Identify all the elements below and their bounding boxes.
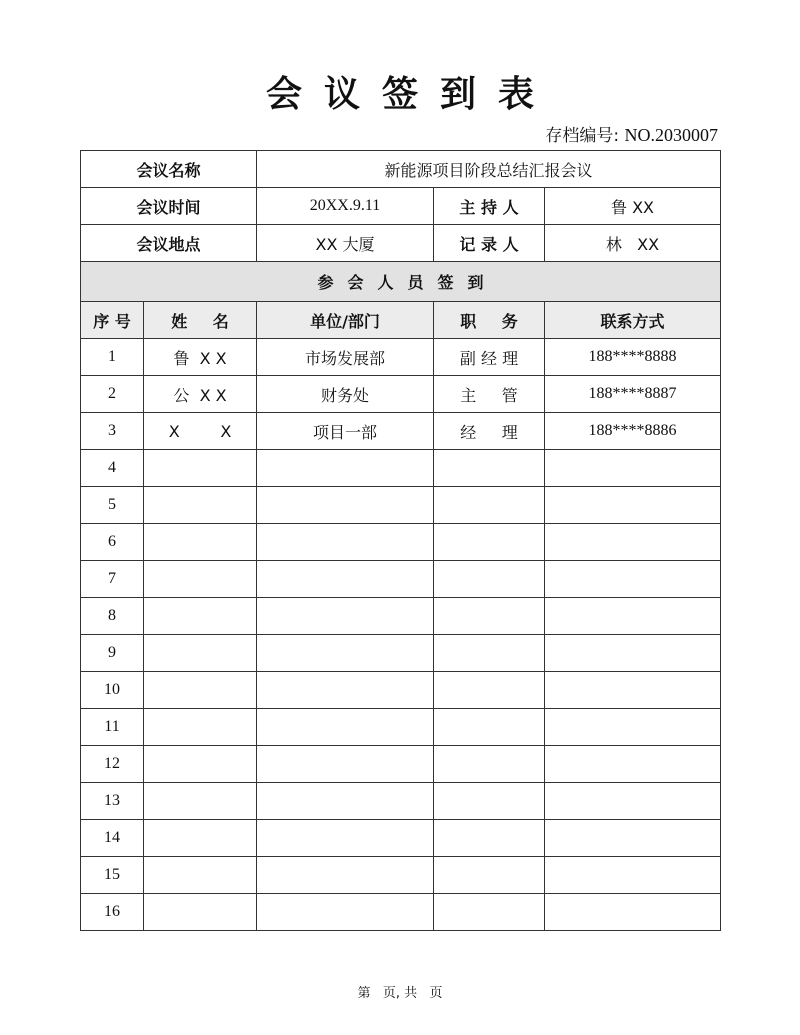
table-row xyxy=(81,709,721,746)
cell-contact[interactable] xyxy=(545,598,721,635)
cell-index: 6 xyxy=(81,524,144,561)
table-row xyxy=(81,746,721,783)
meeting-name-row xyxy=(81,151,721,188)
archive-label: 存档编号: xyxy=(545,126,620,146)
table-row xyxy=(81,450,721,487)
cell-index: 7 xyxy=(81,561,144,598)
meeting-name-label: 会议名称 xyxy=(81,151,257,188)
meeting-place-row xyxy=(81,225,721,262)
column-header-name: 姓 名 xyxy=(144,302,257,339)
cell-position[interactable] xyxy=(434,635,545,672)
cell-index: 1 xyxy=(81,339,144,376)
cell-position[interactable]: 副 经 理 xyxy=(434,339,545,376)
cell-name[interactable] xyxy=(144,783,257,820)
cell-name[interactable] xyxy=(144,746,257,783)
sign-in-table xyxy=(80,150,721,931)
cell-dept[interactable] xyxy=(257,709,434,746)
cell-contact[interactable] xyxy=(545,746,721,783)
page-footer xyxy=(0,985,800,1003)
table-row xyxy=(81,598,721,635)
cell-index: 5 xyxy=(81,487,144,524)
cell-name[interactable] xyxy=(144,894,257,931)
cell-index: 9 xyxy=(81,635,144,672)
host-label: 主 持 人 xyxy=(434,188,545,225)
archive-value: NO.2030007 xyxy=(624,125,718,145)
cell-dept[interactable] xyxy=(257,561,434,598)
meeting-time-row xyxy=(81,188,721,225)
table-row xyxy=(81,857,721,894)
cell-dept[interactable] xyxy=(257,450,434,487)
cell-position[interactable] xyxy=(434,598,545,635)
column-header-index: 序 号 xyxy=(81,302,144,339)
cell-index: 16 xyxy=(81,894,144,931)
cell-dept[interactable] xyxy=(257,524,434,561)
cell-dept[interactable] xyxy=(257,635,434,672)
cell-position[interactable] xyxy=(434,561,545,598)
cell-position[interactable] xyxy=(434,746,545,783)
table-row xyxy=(81,413,721,450)
cell-name[interactable] xyxy=(144,672,257,709)
cell-contact[interactable] xyxy=(545,820,721,857)
cell-name[interactable] xyxy=(144,450,257,487)
cell-index: 4 xyxy=(81,450,144,487)
table-row xyxy=(81,894,721,931)
host-value[interactable]: 鲁 XX xyxy=(545,188,721,225)
cell-contact[interactable] xyxy=(545,672,721,709)
cell-contact[interactable] xyxy=(545,487,721,524)
cell-position[interactable] xyxy=(434,709,545,746)
cell-position[interactable] xyxy=(434,820,545,857)
column-header-contact: 联系方式 xyxy=(545,302,721,339)
cell-index: 3 xyxy=(81,413,144,450)
cell-contact[interactable] xyxy=(545,783,721,820)
cell-contact[interactable] xyxy=(545,450,721,487)
cell-contact[interactable] xyxy=(545,894,721,931)
cell-dept[interactable]: 财务处 xyxy=(257,376,434,413)
cell-dept[interactable]: 项目一部 xyxy=(257,413,434,450)
table-row xyxy=(81,524,721,561)
meeting-place-label: 会议地点 xyxy=(81,225,257,262)
column-header-position: 职 务 xyxy=(434,302,545,339)
page-number-text: 第 页, 共 页 xyxy=(357,986,443,1001)
cell-dept[interactable] xyxy=(257,598,434,635)
cell-position[interactable] xyxy=(434,450,545,487)
archive-number xyxy=(545,122,718,149)
cell-dept[interactable]: 市场发展部 xyxy=(257,339,434,376)
section-title: 参会人员签到 xyxy=(81,262,721,302)
cell-contact[interactable] xyxy=(545,709,721,746)
cell-position[interactable] xyxy=(434,487,545,524)
cell-name[interactable] xyxy=(144,820,257,857)
cell-position[interactable] xyxy=(434,783,545,820)
cell-name[interactable] xyxy=(144,561,257,598)
cell-contact[interactable] xyxy=(545,857,721,894)
cell-dept[interactable] xyxy=(257,857,434,894)
meeting-name-value[interactable]: 新能源项目阶段总结汇报会议 xyxy=(257,151,721,188)
cell-contact[interactable]: 188****8886 xyxy=(545,413,721,450)
table-row xyxy=(81,820,721,857)
meeting-time-label: 会议时间 xyxy=(81,188,257,225)
table-row xyxy=(81,635,721,672)
cell-index: 13 xyxy=(81,783,144,820)
cell-name[interactable] xyxy=(144,598,257,635)
cell-dept[interactable] xyxy=(257,820,434,857)
cell-dept[interactable] xyxy=(257,894,434,931)
cell-name[interactable]: 鲁 X X xyxy=(144,339,257,376)
cell-name[interactable] xyxy=(144,524,257,561)
cell-index: 12 xyxy=(81,746,144,783)
table-row xyxy=(81,339,721,376)
cell-dept[interactable] xyxy=(257,487,434,524)
cell-index: 14 xyxy=(81,820,144,857)
table-row xyxy=(81,561,721,598)
cell-dept[interactable] xyxy=(257,672,434,709)
cell-name[interactable]: X X xyxy=(144,413,257,450)
cell-name[interactable] xyxy=(144,857,257,894)
column-header-dept: 单位/部门 xyxy=(257,302,434,339)
cell-position[interactable] xyxy=(434,524,545,561)
table-row xyxy=(81,783,721,820)
cell-name[interactable] xyxy=(144,487,257,524)
cell-position[interactable] xyxy=(434,672,545,709)
cell-contact[interactable] xyxy=(545,635,721,672)
cell-index: 8 xyxy=(81,598,144,635)
cell-index: 15 xyxy=(81,857,144,894)
section-row xyxy=(81,262,721,302)
cell-dept[interactable] xyxy=(257,746,434,783)
cell-index: 10 xyxy=(81,672,144,709)
page-title: 会议签到表 xyxy=(265,74,556,115)
cell-contact[interactable] xyxy=(545,561,721,598)
cell-position[interactable] xyxy=(434,857,545,894)
table-row xyxy=(81,672,721,709)
recorder-value[interactable]: 林 XX xyxy=(545,225,721,262)
cell-name[interactable] xyxy=(144,635,257,672)
table-row xyxy=(81,376,721,413)
table-row xyxy=(81,487,721,524)
cell-index: 11 xyxy=(81,709,144,746)
cell-position[interactable]: 经 理 xyxy=(434,413,545,450)
cell-name[interactable] xyxy=(144,709,257,746)
column-header-row xyxy=(81,302,721,339)
cell-contact[interactable]: 188****8887 xyxy=(545,376,721,413)
cell-contact[interactable] xyxy=(545,524,721,561)
cell-dept[interactable] xyxy=(257,783,434,820)
cell-position[interactable]: 主 管 xyxy=(434,376,545,413)
cell-position[interactable] xyxy=(434,894,545,931)
cell-index: 2 xyxy=(81,376,144,413)
recorder-label: 记 录 人 xyxy=(434,225,545,262)
cell-contact[interactable]: 188****8888 xyxy=(545,339,721,376)
meeting-time-value[interactable]: 20XX.9.11 xyxy=(257,188,434,225)
meeting-place-value[interactable]: XX 大厦 xyxy=(257,225,434,262)
cell-name[interactable]: 公 X X xyxy=(144,376,257,413)
